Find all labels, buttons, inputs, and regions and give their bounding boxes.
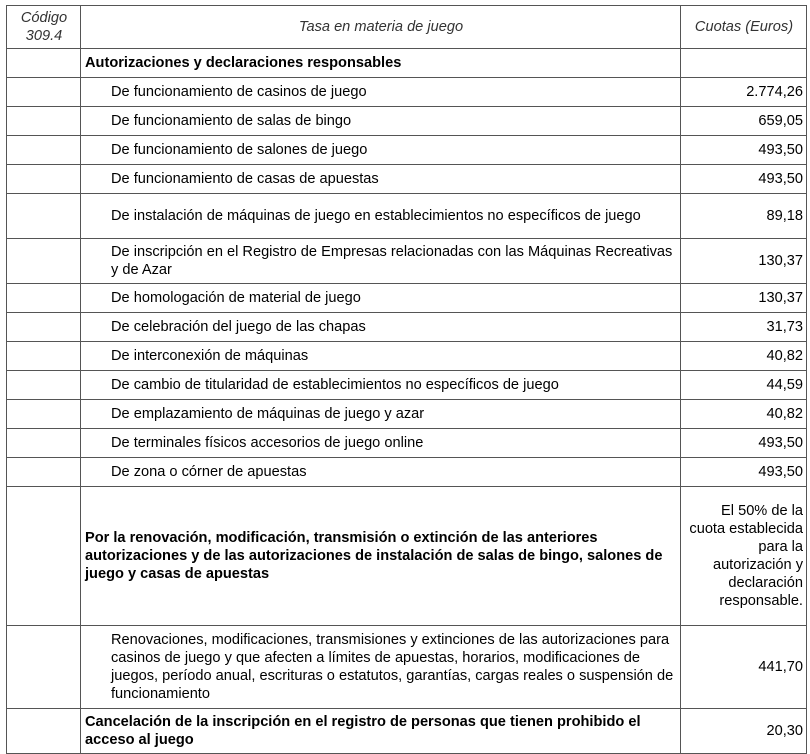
table-row [7,626,807,709]
row-code [7,458,81,487]
row-code [7,313,81,342]
row-fee: 493,50 [681,165,807,194]
row-fee: El 50% de la cuota establecida para la autorización y declaración responsable. [681,487,807,626]
row-fee [681,49,807,78]
row-description: De interconexión de máquinas [81,342,681,371]
row-description: Autorizaciones y declaraciones responsables [81,49,681,78]
table-row [7,429,807,458]
row-code [7,194,81,239]
row-code [7,709,81,754]
row-fee: 493,50 [681,458,807,487]
row-description: Renovaciones, modificaciones, transmisiones y extinciones de las autorizaciones para casinos de juego y que afecten a límites de apuestas, horarios, modificaciones de juegos, período anual, escrituras o estatutos, garantías, cargas reales o suspensión de funcionamiento [81,626,681,709]
row-code [7,49,81,78]
row-code [7,107,81,136]
row-description: Cancelación de la inscripción en el registro de personas que tienen prohibido el acceso al juego [81,709,681,754]
row-fee: 659,05 [681,107,807,136]
table-row [7,313,807,342]
table-row [7,371,807,400]
row-description: De cambio de titularidad de establecimientos no específicos de juego [81,371,681,400]
row-fee: 31,73 [681,313,807,342]
row-description: De emplazamiento de máquinas de juego y azar [81,400,681,429]
row-fee: 40,82 [681,400,807,429]
table-row [7,400,807,429]
header-row [7,6,807,49]
row-description: De homologación de material de juego [81,284,681,313]
row-code [7,429,81,458]
row-fee: 20,30 [681,709,807,754]
row-description: Por la renovación, modificación, transmisión o extinción de las anteriores autorizaciones y de las autorizaciones de instalación de salas de bingo, salones de juego y casas de apuestas [81,487,681,626]
table-row [7,194,807,239]
table-row [7,136,807,165]
row-fee: 2.774,26 [681,78,807,107]
row-fee: 493,50 [681,429,807,458]
table-row [7,458,807,487]
row-fee: 89,18 [681,194,807,239]
row-description: De inscripción en el Registro de Empresas relacionadas con las Máquinas Recreativas y de Azar [81,239,681,284]
row-code [7,487,81,626]
table-row [7,49,807,78]
table-body [7,49,807,754]
row-description: De funcionamiento de casas de apuestas [81,165,681,194]
row-description: De funcionamiento de salones de juego [81,136,681,165]
row-code [7,400,81,429]
table-row [7,165,807,194]
row-description: De instalación de máquinas de juego en establecimientos no específicos de juego [81,194,681,239]
row-code [7,342,81,371]
fees-table [6,5,807,754]
row-description: De funcionamiento de salas de bingo [81,107,681,136]
header-description: Tasa en materia de juego [81,6,681,49]
row-code [7,136,81,165]
table-row [7,107,807,136]
row-code [7,626,81,709]
table-row [7,342,807,371]
header-fee: Cuotas (Euros) [681,6,807,49]
row-description: De funcionamiento de casinos de juego [81,78,681,107]
row-code [7,165,81,194]
row-code [7,284,81,313]
row-description: De zona o córner de apuestas [81,458,681,487]
row-fee: 130,37 [681,239,807,284]
row-code [7,78,81,107]
row-fee: 493,50 [681,136,807,165]
header-code: Código 309.4 [7,6,81,49]
row-fee: 40,82 [681,342,807,371]
table-row [7,239,807,284]
table-row [7,487,807,626]
table-row [7,78,807,107]
table-row [7,284,807,313]
table-row [7,709,807,754]
row-fee: 44,59 [681,371,807,400]
row-code [7,239,81,284]
row-description: De celebración del juego de las chapas [81,313,681,342]
row-code [7,371,81,400]
row-description: De terminales físicos accesorios de juego online [81,429,681,458]
row-fee: 130,37 [681,284,807,313]
row-fee: 441,70 [681,626,807,709]
